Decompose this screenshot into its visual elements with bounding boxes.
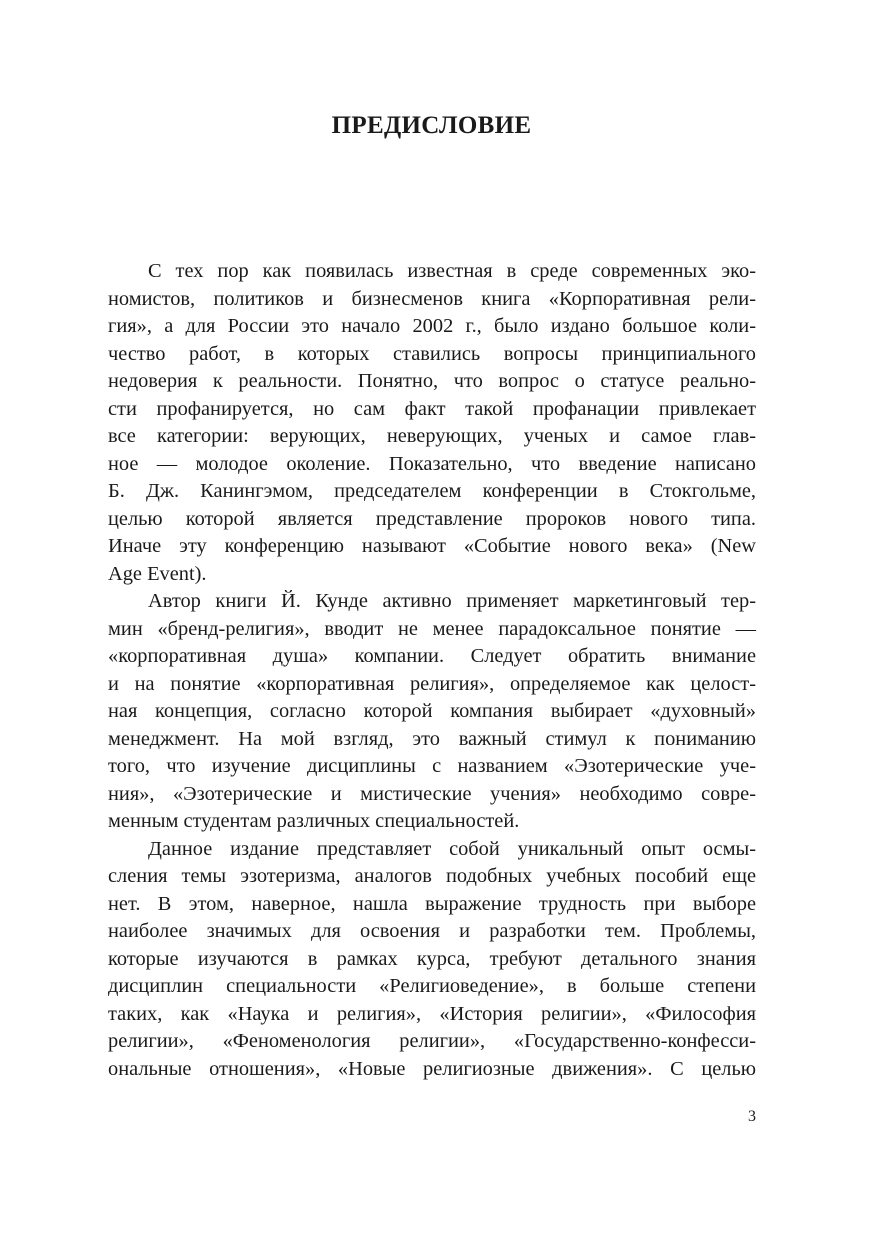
text-line: и на понятие «корпоративная религия», определяемое как целост-	[108, 672, 756, 695]
text-line: Age Event).	[108, 562, 207, 585]
text-line: целью которой является представление пророков нового типа.	[108, 507, 756, 530]
text-line: Б. Дж. Канингэмом, председателем конференции в Стокгольме,	[108, 480, 756, 502]
text-line: дисциплин специальности «Религиоведение», в больше степени	[108, 975, 756, 997]
page-number: 3	[748, 1108, 756, 1125]
text-line: гия», а для России это начало 2002 г., было издано большое коли-	[108, 315, 756, 337]
text-line: все категории: верующих, неверующих, ученых и самое глав-	[108, 425, 756, 447]
text-line: С тех пор как появилась известная в среде современных эко-	[148, 260, 756, 282]
paragraph-2	[108, 588, 756, 836]
text-line: нет. В этом, наверное, нашла выражение трудность при выборе	[108, 892, 756, 915]
text-line: наиболее значимых для освоения и разработки тем. Проблемы,	[108, 920, 756, 942]
text-line: «корпоративная душа» компании. Следует обратить внимание	[108, 645, 756, 667]
text-line: ональные отношения», «Новые религиозные движения». С целью	[108, 1057, 756, 1080]
page-title: ПРЕДИСЛОВИЕ	[331, 112, 532, 139]
paragraph-1	[108, 258, 756, 588]
text-line: мин «бренд-религия», вводит не менее парадоксальное понятие —	[108, 617, 756, 640]
text-line: Автор книги Й. Кунде активно применяет маркетинговый тер-	[148, 590, 756, 612]
text-line: ная концепция, согласно которой компания выбирает «духовный»	[108, 700, 756, 722]
text-line: номистов, политиков и бизнесменов книга «Корпоративная рели-	[108, 287, 756, 310]
text-line: ния», «Эзотерические и мистические учения» необходимо совре-	[108, 782, 756, 805]
text-line: менным студентам различных специальностей.	[108, 810, 520, 832]
paragraph-3	[108, 836, 756, 1084]
body-text	[108, 258, 756, 1083]
text-line: недоверия к реальности. Понятно, что вопрос о статусе реально-	[108, 370, 756, 392]
text-line: того, что изучение дисциплины с названием «Эзотерические уче-	[108, 755, 756, 777]
text-line: чество работ, в которых ставились вопросы принципиального	[108, 342, 756, 365]
text-line: сления темы эзотеризма, аналогов подобных учебных пособий еще	[108, 865, 756, 887]
text-line: сти профанируется, но сам факт такой профанации привлекает	[108, 397, 756, 420]
text-line: которые изучаются в рамках курса, требуют детального знания	[108, 947, 756, 970]
text-line: религии», «Феноменология религии», «Государственно-конфесси-	[108, 1030, 756, 1052]
text-line: Данное издание представляет собой уникальный опыт осмы-	[148, 837, 756, 860]
text-line: ное — молодое околение. Показательно, что введение написано	[108, 452, 756, 475]
text-line: Иначе эту конференцию называют «Событие нового века» (New	[108, 535, 756, 557]
text-line: менеджмент. На мой взгляд, это важный стимул к пониманию	[108, 727, 756, 750]
text-line: таких, как «Наука и религия», «История религии», «Философия	[108, 1002, 756, 1025]
